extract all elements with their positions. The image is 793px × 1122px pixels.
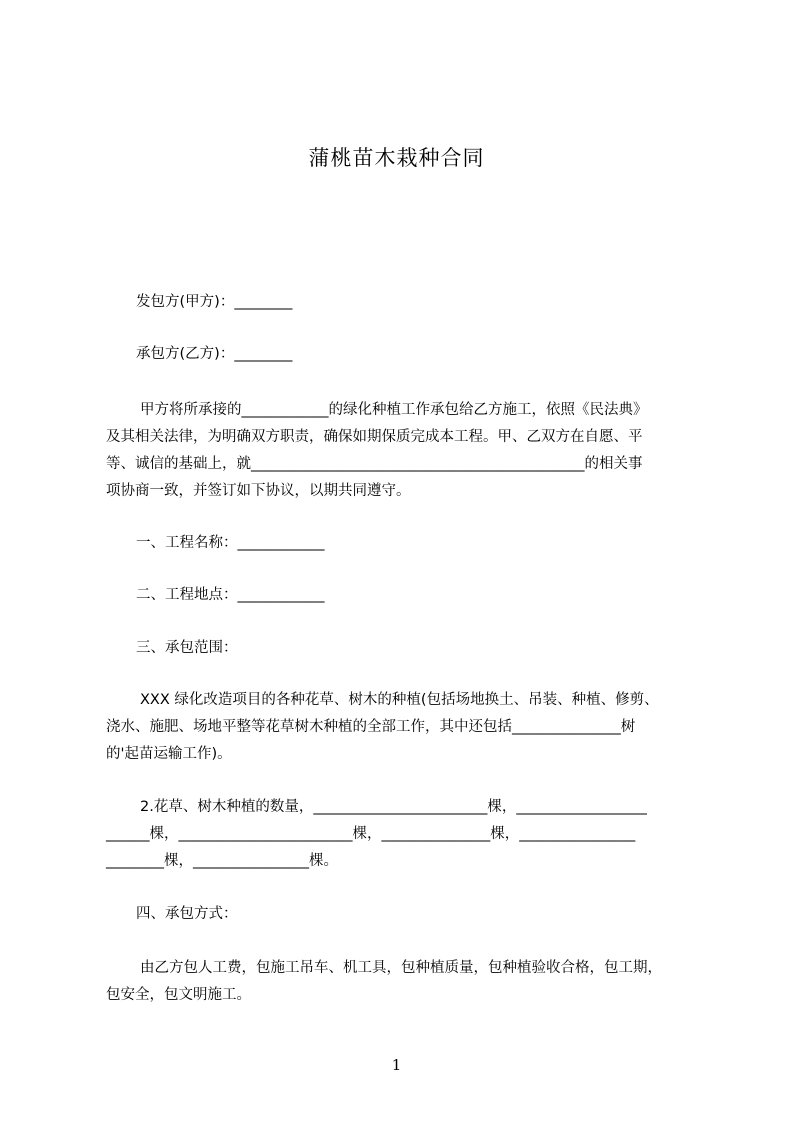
document-title: 蒲桃苗木栽种合同 (308, 146, 485, 170)
contract-scope-heading: 三、承包范围： (136, 640, 238, 656)
method-paragraph-line: 包安全，包文明施工。 (106, 987, 251, 1003)
contract-method-heading: 四、承包方式： (136, 906, 238, 922)
scope-paragraph-line: 的'起苗运输工作)。 (106, 746, 232, 762)
intro-paragraph-line: 项协商一致，并签订如下协议，以期共同遵守。 (106, 483, 411, 499)
page-number: 1 (391, 1056, 402, 1074)
party-b-line: 承包方(乙方)：________ (136, 346, 293, 362)
scope-paragraph-line: 浇水、施肥、场地平整等花草树木种植的全部工作，其中还包括_______________树 (106, 719, 636, 735)
scope-paragraph-line: XXX 绿化改造项目的各种花草、树木的种植(包括场地换土、吊装、种植、修剪、 (140, 692, 659, 708)
party-a-line: 发包方(甲方)：________ (136, 294, 293, 310)
quantity-paragraph-line: ______棵，________________________棵，_______________棵，________________ (106, 826, 636, 842)
intro-paragraph-line: 等、诚信的基础上，就______________________________________________的相关事 (106, 456, 643, 472)
method-paragraph-line: 由乙方包人工费，包施工吊车、机工具，包种植质量，包种植验收合格，包工期， (140, 960, 662, 976)
project-location-line: 二、工程地点：____________ (136, 587, 325, 603)
intro-paragraph-line: 甲方将所承接的____________的绿化种植工作承包给乙方施工，依照《民法典》 (140, 402, 648, 418)
project-name-line: 一、工程名称：____________ (136, 535, 325, 551)
intro-paragraph-line: 及其相关法律，为明确双方职责，确保如期保质完成本工程。甲、乙双方在自愿、平 (106, 429, 643, 445)
quantity-paragraph-line: ________棵，________________棵。 (106, 853, 338, 869)
quantity-paragraph-line: 2.花草、树木种植的数量，________________________棵，__________________ (140, 799, 647, 815)
